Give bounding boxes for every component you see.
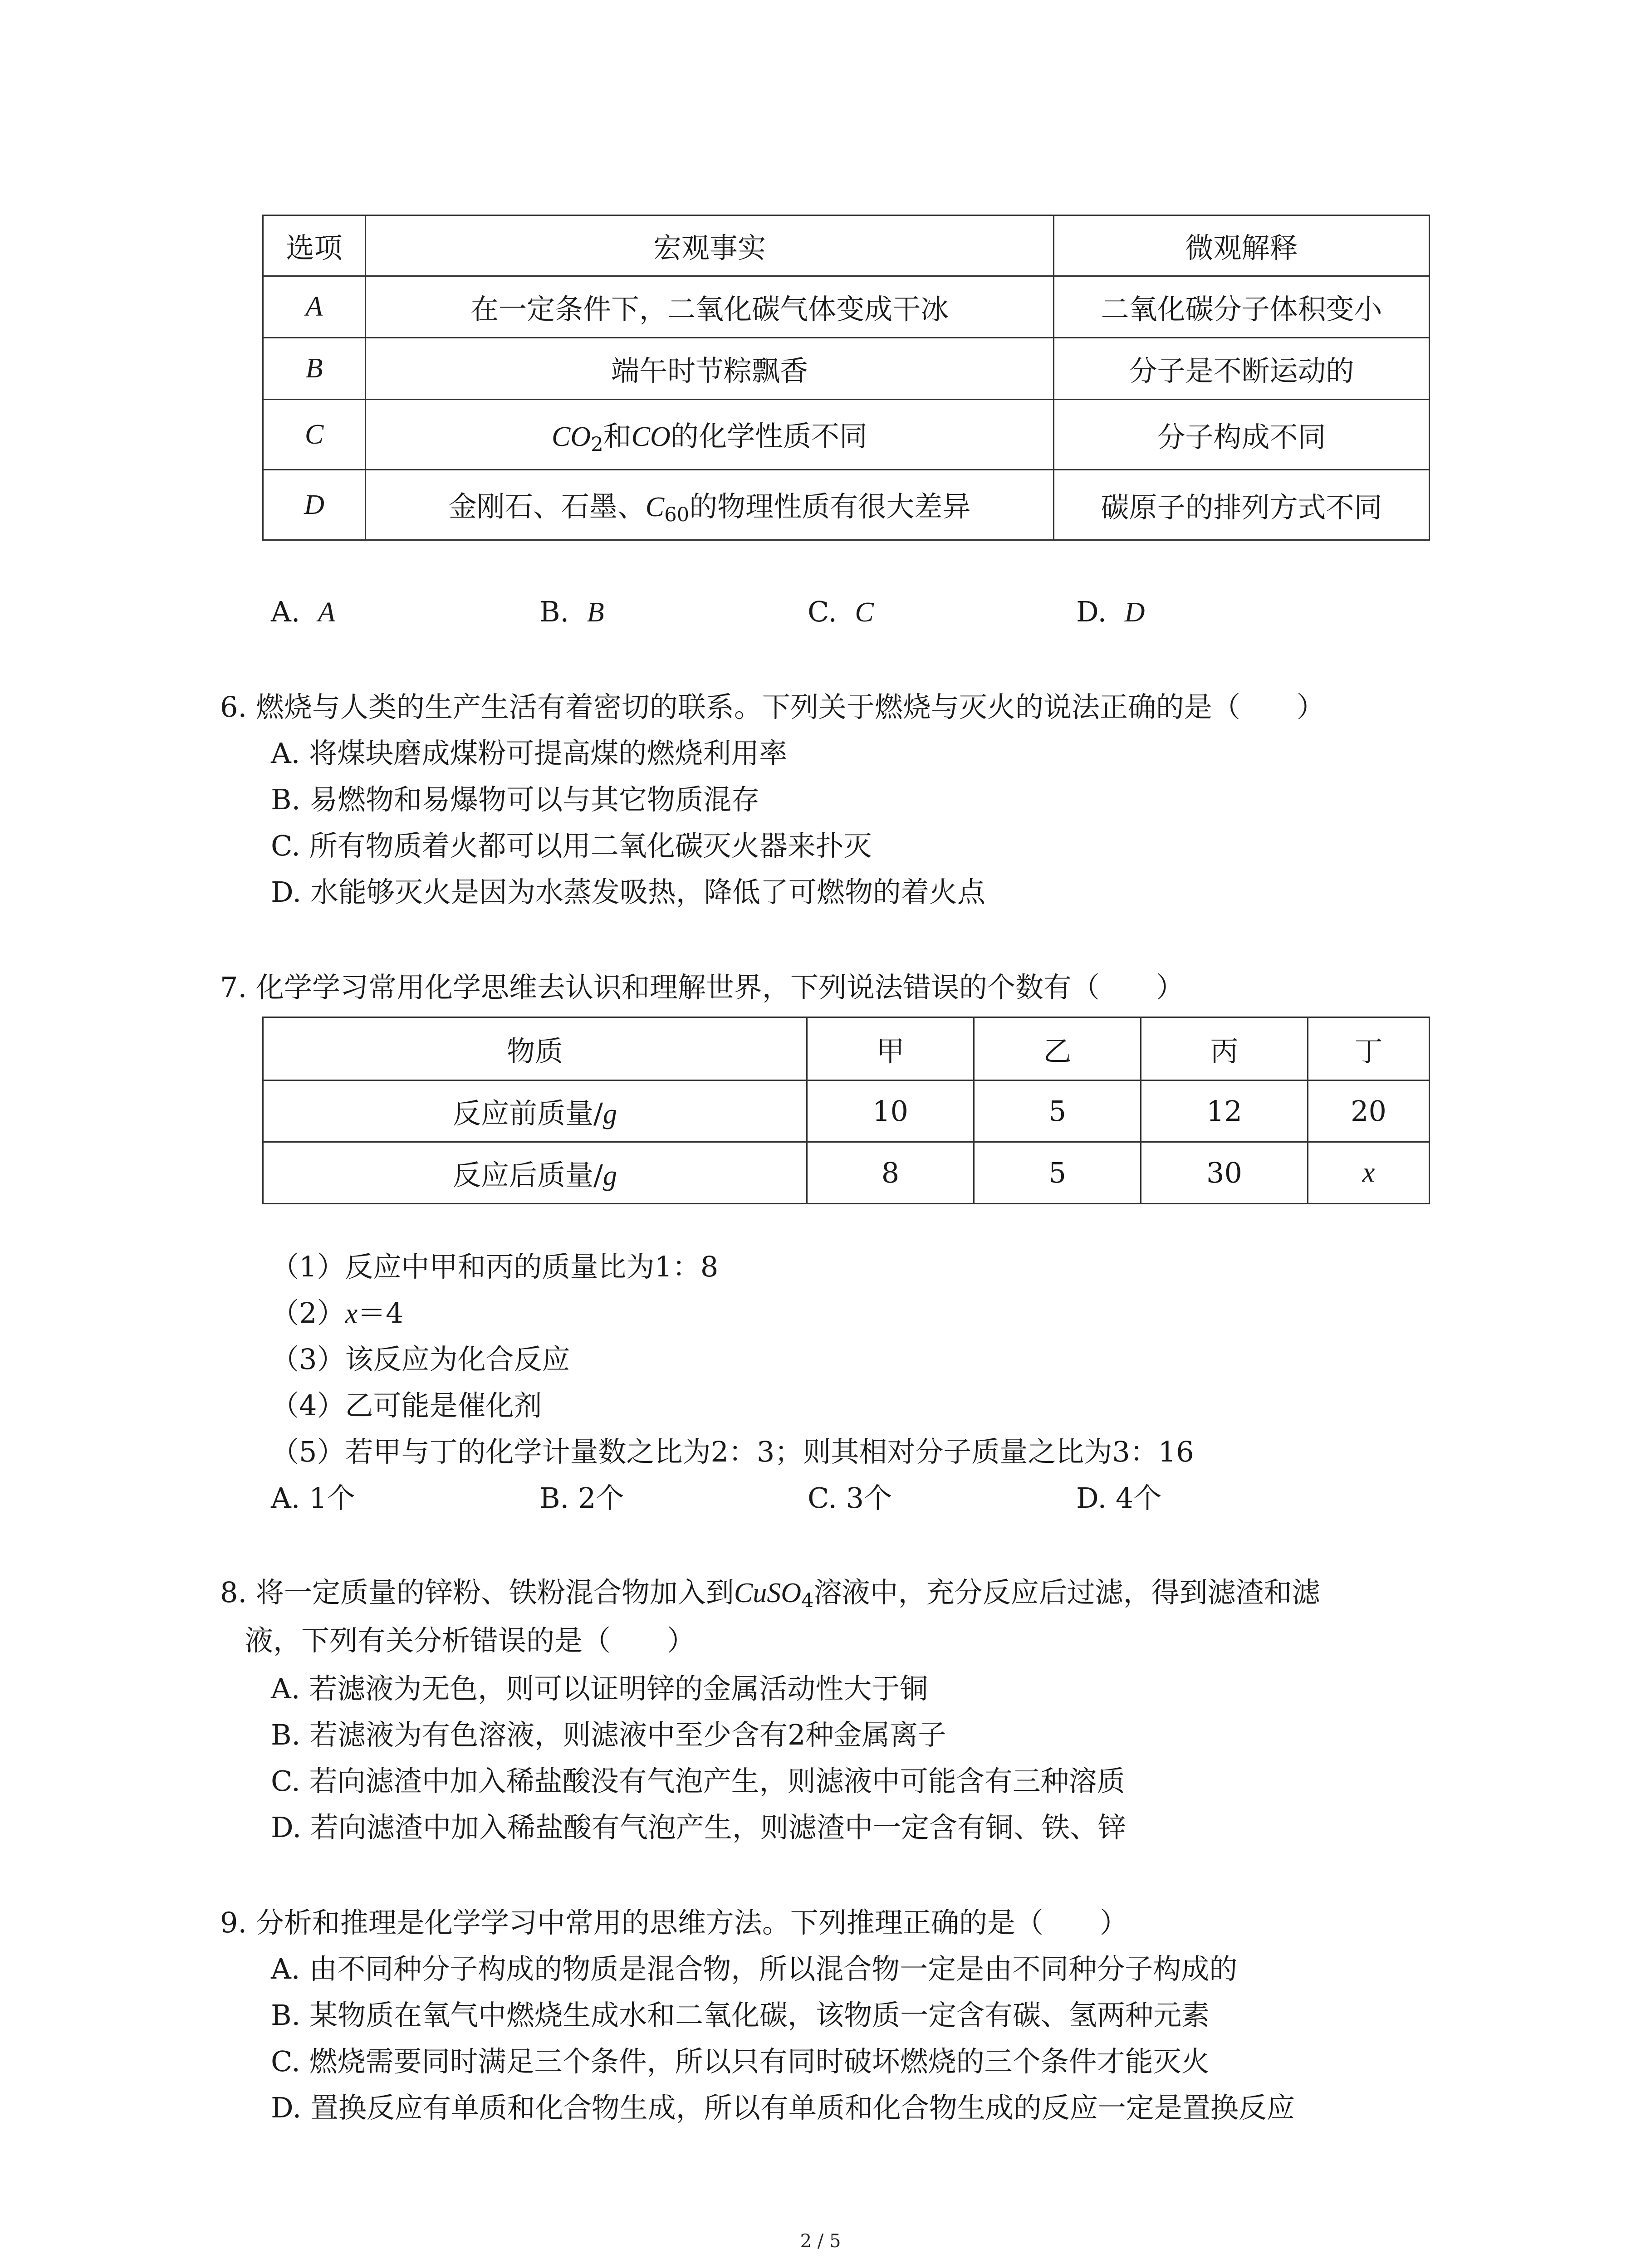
row-option: C bbox=[263, 400, 366, 470]
row-label bbox=[263, 1142, 807, 1204]
table-row bbox=[263, 1142, 1430, 1204]
row-fact: 在一定条件下，二氧化碳气体变成干冰 bbox=[366, 276, 1054, 338]
cell: 5 bbox=[974, 1080, 1141, 1142]
text: 金刚石、石墨、 bbox=[448, 489, 646, 523]
q8-option-a: A. 若滤液为无色，则可以证明锌的金属活动性大于铜 bbox=[271, 1672, 928, 1705]
q9-option-c: C. 燃烧需要同时满足三个条件，所以只有同时破坏燃烧的三个条件才能灭火 bbox=[271, 2045, 1210, 2078]
header-bing: 丙 bbox=[1141, 1017, 1308, 1080]
formula-cuso4: CuSO bbox=[734, 1578, 802, 1608]
text: ＝4 bbox=[357, 1296, 404, 1330]
q6-stem: 6. 燃烧与人类的生产生活有着密切的联系。下列关于燃烧与灭火的说法正确的是（ ） bbox=[220, 690, 1325, 723]
cell: 12 bbox=[1141, 1080, 1308, 1142]
q9-option-d: D. 置换反应有单质和化合物生成，所以有单质和化合物生成的反应一定是置换反应 bbox=[271, 2091, 1295, 2124]
table-row bbox=[263, 276, 1430, 338]
option-value: C bbox=[855, 597, 874, 628]
q5-option-c bbox=[808, 595, 874, 628]
q5-table bbox=[262, 215, 1430, 541]
row-option: B bbox=[263, 338, 366, 400]
cell: 20 bbox=[1308, 1080, 1430, 1142]
option-value: D bbox=[1124, 597, 1145, 628]
q8-option-c: C. 若向滤渣中加入稀盐酸没有气泡产生，则滤液中可能含有三种溶质 bbox=[271, 1765, 1125, 1798]
row-option: D bbox=[263, 470, 366, 540]
label-text: 反应前质量/ bbox=[453, 1097, 603, 1130]
cell: 5 bbox=[974, 1142, 1141, 1204]
cell: 30 bbox=[1141, 1142, 1308, 1204]
table-row bbox=[263, 400, 1430, 470]
row-explain: 分子构成不同 bbox=[1054, 400, 1430, 470]
row-label bbox=[263, 1080, 807, 1142]
table-row bbox=[263, 1080, 1430, 1142]
q7-table bbox=[262, 1017, 1430, 1204]
q5-option-a bbox=[271, 595, 335, 628]
q8-stem-line2: 液，下列有关分析错误的是（ ） bbox=[245, 1624, 696, 1657]
header-micro-explain: 微观解释 bbox=[1054, 215, 1430, 276]
text: （2） bbox=[271, 1296, 345, 1330]
variable: x bbox=[345, 1298, 358, 1329]
option-label: D. bbox=[1076, 595, 1107, 628]
table-header-row bbox=[263, 1017, 1430, 1080]
option-value: B bbox=[587, 597, 604, 628]
q5-option-d bbox=[1076, 595, 1145, 628]
text: 溶液中，充分反应后过滤，得到滤渣和滤 bbox=[813, 1576, 1320, 1609]
q9-option-a: A. 由不同种分子构成的物质是混合物，所以混合物一定是由不同种分子构成的 bbox=[271, 1952, 1238, 1985]
formula-co2: CO bbox=[552, 421, 591, 452]
option-label: C. bbox=[808, 595, 837, 628]
header-jia: 甲 bbox=[807, 1017, 974, 1080]
table-row bbox=[263, 338, 1430, 400]
q7-statement-2 bbox=[271, 1296, 404, 1330]
q7-option-d: D. 4个 bbox=[1076, 1481, 1162, 1515]
header-macro-fact: 宏观事实 bbox=[366, 215, 1054, 276]
option-label: A. bbox=[271, 595, 300, 628]
subscript: 60 bbox=[664, 503, 690, 526]
q6-option-d: D. 水能够灭火是因为水蒸发吸热，降低了可燃物的着火点 bbox=[271, 875, 985, 909]
row-explain: 分子是不断运动的 bbox=[1054, 338, 1430, 400]
option-value: A bbox=[318, 597, 335, 628]
unit: g bbox=[603, 1099, 617, 1129]
text: 和 bbox=[603, 419, 632, 453]
q5-option-b bbox=[539, 595, 604, 628]
formula-c60: C bbox=[645, 491, 665, 523]
text: 的化学性质不同 bbox=[670, 419, 867, 453]
q8-stem bbox=[220, 1576, 1320, 1612]
cell: x bbox=[1308, 1142, 1430, 1204]
q9-stem: 9. 分析和推理是化学学习中常用的思维方法。下列推理正确的是（ ） bbox=[220, 1906, 1128, 1939]
header-option: 选项 bbox=[263, 215, 366, 276]
row-fact bbox=[366, 400, 1054, 470]
row-fact bbox=[366, 470, 1054, 540]
q7-option-c: C. 3个 bbox=[808, 1481, 892, 1515]
q6-option-c: C. 所有物质着火都可以用二氧化碳灭火器来扑灭 bbox=[271, 829, 872, 862]
q8-option-b: B. 若滤液为有色溶液，则滤液中至少含有2种金属离子 bbox=[271, 1718, 946, 1751]
header-substance: 物质 bbox=[263, 1017, 807, 1080]
row-option: A bbox=[263, 276, 366, 338]
cell: 10 bbox=[807, 1080, 974, 1142]
q7-statement-3: （3）该反应为化合反应 bbox=[271, 1343, 570, 1376]
unit: g bbox=[603, 1160, 617, 1191]
q7-option-b: B. 2个 bbox=[539, 1481, 624, 1515]
q7-statement-1: （1）反应中甲和丙的质量比为1：8 bbox=[271, 1250, 719, 1283]
q8-option-d: D. 若向滤渣中加入稀盐酸有气泡产生，则滤渣中一定含有铜、铁、锌 bbox=[271, 1811, 1126, 1844]
row-explain: 碳原子的排列方式不同 bbox=[1054, 470, 1430, 540]
q7-stem: 7. 化学学习常用化学思维去认识和理解世界，下列说法错误的个数有（ ） bbox=[220, 971, 1184, 1004]
q9-option-b: B. 某物质在氧气中燃烧生成水和二氧化碳，该物质一定含有碳、氢两种元素 bbox=[271, 1999, 1210, 2032]
row-explain: 二氧化碳分子体积变小 bbox=[1054, 276, 1430, 338]
formula-co: CO bbox=[631, 421, 671, 452]
q7-option-a: A. 1个 bbox=[271, 1481, 355, 1515]
text: 8. 将一定质量的锌粉、铁粉混合物加入到 bbox=[220, 1576, 734, 1609]
label-text: 反应后质量/ bbox=[453, 1158, 603, 1192]
table-row bbox=[263, 470, 1430, 540]
header-yi: 乙 bbox=[974, 1017, 1141, 1080]
q6-option-a: A. 将煤块磨成煤粉可提高煤的燃烧利用率 bbox=[271, 737, 788, 770]
subscript: 2 bbox=[591, 433, 603, 456]
header-ding: 丁 bbox=[1308, 1017, 1430, 1080]
cell: 8 bbox=[807, 1142, 974, 1204]
q7-statement-5: （5）若甲与丁的化学计量数之比为2：3；则其相对分子质量之比为3：16 bbox=[271, 1435, 1194, 1468]
subscript: 4 bbox=[801, 1589, 814, 1612]
page-number: 2 / 5 bbox=[800, 2231, 841, 2252]
row-fact: 端午时节粽飘香 bbox=[366, 338, 1054, 400]
table-header-row bbox=[263, 215, 1430, 276]
q6-option-b: B. 易燃物和易爆物可以与其它物质混存 bbox=[271, 783, 759, 816]
text: 的物理性质有很大差异 bbox=[689, 489, 971, 523]
option-label: B. bbox=[539, 595, 569, 628]
q7-statement-4: （4）乙可能是催化剂 bbox=[271, 1389, 542, 1422]
